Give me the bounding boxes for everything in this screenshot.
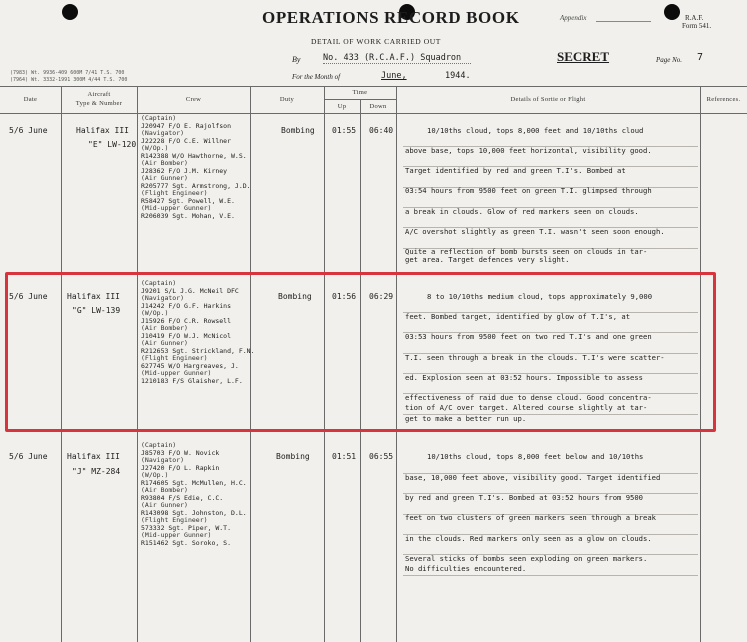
month-label: For the Month of xyxy=(292,73,341,81)
col-header-up: Up xyxy=(337,103,347,110)
crew-member: J85703 F/O W. Novick xyxy=(141,448,220,457)
crew-member: R143098 Sgt. Johnston, D.L. xyxy=(141,508,247,517)
details-line: by red and green T.I's. Bombed at 03:52 hours from 9500 xyxy=(405,493,643,502)
entry-date: 5/6 June xyxy=(9,292,48,301)
crew-member: R142388 W/O Hawthorne, W.S. xyxy=(141,151,247,160)
col-header-details: Details of Sortie or Flight xyxy=(510,96,586,103)
crew-role: (Mid-upper Gunner) xyxy=(141,531,212,539)
entry-time-up: 01:55 xyxy=(332,126,357,135)
details-line: 03:54 hours from 9500 feet on green T.I. glimpsed through xyxy=(405,186,652,195)
crew-role: (Mid-upper Gunner) xyxy=(141,369,212,377)
crew-member: R93804 F/S Edie, C.C. xyxy=(141,493,224,502)
details-line: in the clouds. Red markers only seen as a glow on clouds. xyxy=(405,534,652,543)
details-line: Quite a reflection of bomb bursts seen on clouds in tar- xyxy=(405,247,648,256)
crew-member: J27420 F/O L. Rapkin xyxy=(141,463,220,472)
crew-member: J15926 F/O C.R. Rowsell xyxy=(141,316,232,325)
form-id-line1: R.A.F. xyxy=(685,14,704,22)
crew-role: (Captain) xyxy=(141,441,177,449)
col-header-time: Time xyxy=(352,89,368,96)
crew-member: R151462 Sgt. Soroko, S. xyxy=(141,538,232,547)
details-line: 03:53 hours from 9500 feet on two red T.I's and one green xyxy=(405,332,652,341)
col-header-aircraft-type: Type & Number xyxy=(75,100,123,107)
crew-role: (Air Bomber) xyxy=(141,324,188,332)
entry-duty: Bombing xyxy=(276,452,310,461)
crew-member: 627745 W/O Hargreaves, J. xyxy=(141,361,239,370)
printer-line-1: (7983) Wt. 9936-409 600M 7/41 T.S. 700 xyxy=(10,70,125,76)
details-line: 10/10ths cloud, tops 8,000 feet and 10/10ths cloud xyxy=(427,126,644,135)
details-line: A/C overshot slightly as green T.I. wasn't seen soon enough. xyxy=(405,227,665,236)
crew-list xyxy=(141,115,251,220)
entry-time-down: 06:40 xyxy=(369,126,394,135)
details-line: 8 to 10/10ths medium cloud, tops approximately 9,000 xyxy=(427,292,653,301)
col-header-date: Date xyxy=(23,96,38,103)
details-line: tion of A/C over target. Altered course slightly at tar- xyxy=(405,403,648,412)
col-header-references: References. xyxy=(706,96,741,103)
crew-role: (Air Gunner) xyxy=(141,501,188,509)
entry-time-up: 01:56 xyxy=(332,292,357,301)
form-id-line2: Form 541. xyxy=(682,22,712,30)
appendix-label: Appendix xyxy=(560,14,587,22)
entry-aircraft: Halifax III xyxy=(67,292,120,301)
crew-member: R58427 Sgt. Powell, W.E. xyxy=(141,196,235,205)
crew-member: 573332 Sgt. Piper, W.T. xyxy=(141,523,232,532)
details-line: 10/10ths cloud, tops 8,000 feet below and 10/10ths xyxy=(427,452,644,461)
details-line: ed. Explosion seen at 03:52 hours. Impossible to assess xyxy=(405,373,643,382)
by-label: By xyxy=(292,55,301,64)
details-line: get area. Target defences very slight. xyxy=(405,255,570,264)
crew-role: (Flight Engineer) xyxy=(141,189,208,197)
crew-list xyxy=(141,442,247,547)
crew-role: (Captain) xyxy=(141,114,177,122)
entry-duty: Bombing xyxy=(278,292,312,301)
entry-aircraft-code: "J" MZ-284 xyxy=(72,467,121,476)
col-header-down: Down xyxy=(369,103,387,110)
entry-time-down: 06:55 xyxy=(369,452,394,461)
crew-member: J14242 F/O G.F. Harkins xyxy=(141,301,232,310)
crew-member: R205777 Sgt. Armstrong, J.D. xyxy=(141,181,251,190)
crew-member: J22228 F/O C.E. Willner xyxy=(141,136,232,145)
crew-role: (Navigator) xyxy=(141,294,185,302)
crew-member: J9201 S/L J.G. McNeil DFC xyxy=(141,286,239,295)
crew-member: R174605 Sgt. McMullen, H.C. xyxy=(141,478,247,487)
entry-aircraft: Halifax III xyxy=(67,452,120,461)
crew-member: R212653 Sgt. Strickland, F.N. xyxy=(141,346,255,355)
details-line: effectiveness of raid due to dense cloud. Good concentra- xyxy=(405,393,652,402)
details-line: Several sticks of bombs seen exploding on green markers. xyxy=(405,554,648,563)
binder-hole-left xyxy=(62,4,78,20)
col-header-duty: Duty xyxy=(279,96,295,103)
highlight-box xyxy=(5,272,716,432)
col-header-aircraft: Aircraft xyxy=(87,91,111,98)
crew-role: (Flight Engineer) xyxy=(141,516,208,524)
entry-aircraft-code: "E" LW-120 xyxy=(88,140,137,149)
details-line: T.I. seen through a break in the clouds. T.I's were scatter- xyxy=(405,353,665,362)
squadron: No. 433 (R.C.A.F.) Squadron xyxy=(323,53,471,64)
entry-aircraft: Halifax III xyxy=(76,126,129,135)
details-line: above base, tops 10,000 feet horizontal, visibility good. xyxy=(405,146,652,155)
page-label: Page No. xyxy=(656,56,683,64)
entry-time-up: 01:51 xyxy=(332,452,357,461)
page-title: OPERATIONS RECORD BOOK xyxy=(262,8,520,27)
printer-line-2: (7964) Wt. 3332-1991 300M 4/44 T.S. 700 xyxy=(10,77,128,83)
year-value: 1944. xyxy=(445,71,471,81)
details-line: feet on two clusters of green markers seen through a break xyxy=(405,513,656,522)
details-line: feet. Bombed target, identified by glow of T.I's, at xyxy=(405,312,631,321)
entry-date: 5/6 June xyxy=(9,126,48,135)
secret-stamp: SECRET xyxy=(557,49,610,64)
header-bottom-border xyxy=(0,113,747,114)
crew-role: (Navigator) xyxy=(141,129,185,137)
appendix-line xyxy=(596,21,651,22)
entry-aircraft-code: "G" LW-139 xyxy=(72,306,121,315)
entry-date: 5/6 June xyxy=(9,452,48,461)
crew-role: (Air Bomber) xyxy=(141,486,188,494)
crew-role: (Captain) xyxy=(141,279,177,287)
binder-hole-right xyxy=(664,4,680,20)
crew-role: (Mid-upper Gunner) xyxy=(141,204,212,212)
month-value: June, xyxy=(381,71,407,81)
crew-role: (W/Op.) xyxy=(141,309,169,317)
crew-role: (Navigator) xyxy=(141,456,185,464)
details-line: No difficulties encountered. xyxy=(405,564,527,573)
details-line: a break in clouds. Glow of red markers seen on clouds. xyxy=(405,207,639,216)
page-number: 7 xyxy=(697,52,704,63)
crew-member: J10419 F/O W.J. McNicol xyxy=(141,331,232,340)
entry-duty: Bombing xyxy=(281,126,315,135)
crew-role: (W/Op.) xyxy=(141,144,169,152)
entry-time-down: 06:29 xyxy=(369,292,394,301)
details-line: base, 10,000 feet above, visibility good. Target identified xyxy=(405,473,661,482)
crew-member: J28362 F/O J.M. Kirney xyxy=(141,166,228,175)
details-line: get to make a better run up. xyxy=(405,414,527,423)
crew-role: (Air Gunner) xyxy=(141,339,188,347)
crew-member: J20947 F/O E. Rajolfson xyxy=(141,121,232,130)
crew-role: (W/Op.) xyxy=(141,471,169,479)
table-top-border xyxy=(0,86,747,87)
subtitle: DETAIL OF WORK CARRIED OUT xyxy=(311,37,441,46)
col-header-crew: Crew xyxy=(185,96,202,103)
crew-role: (Air Bomber) xyxy=(141,159,188,167)
crew-role: (Air Gunner) xyxy=(141,174,188,182)
details-line: Target identified by red and green T.I's. Bombed at xyxy=(405,166,626,175)
crew-member: R206039 Sgt. Mohan, V.E. xyxy=(141,211,235,220)
crew-role: (Flight Engineer) xyxy=(141,354,208,362)
crew-member: 1210183 F/S Glaisher, L.F. xyxy=(141,376,243,385)
